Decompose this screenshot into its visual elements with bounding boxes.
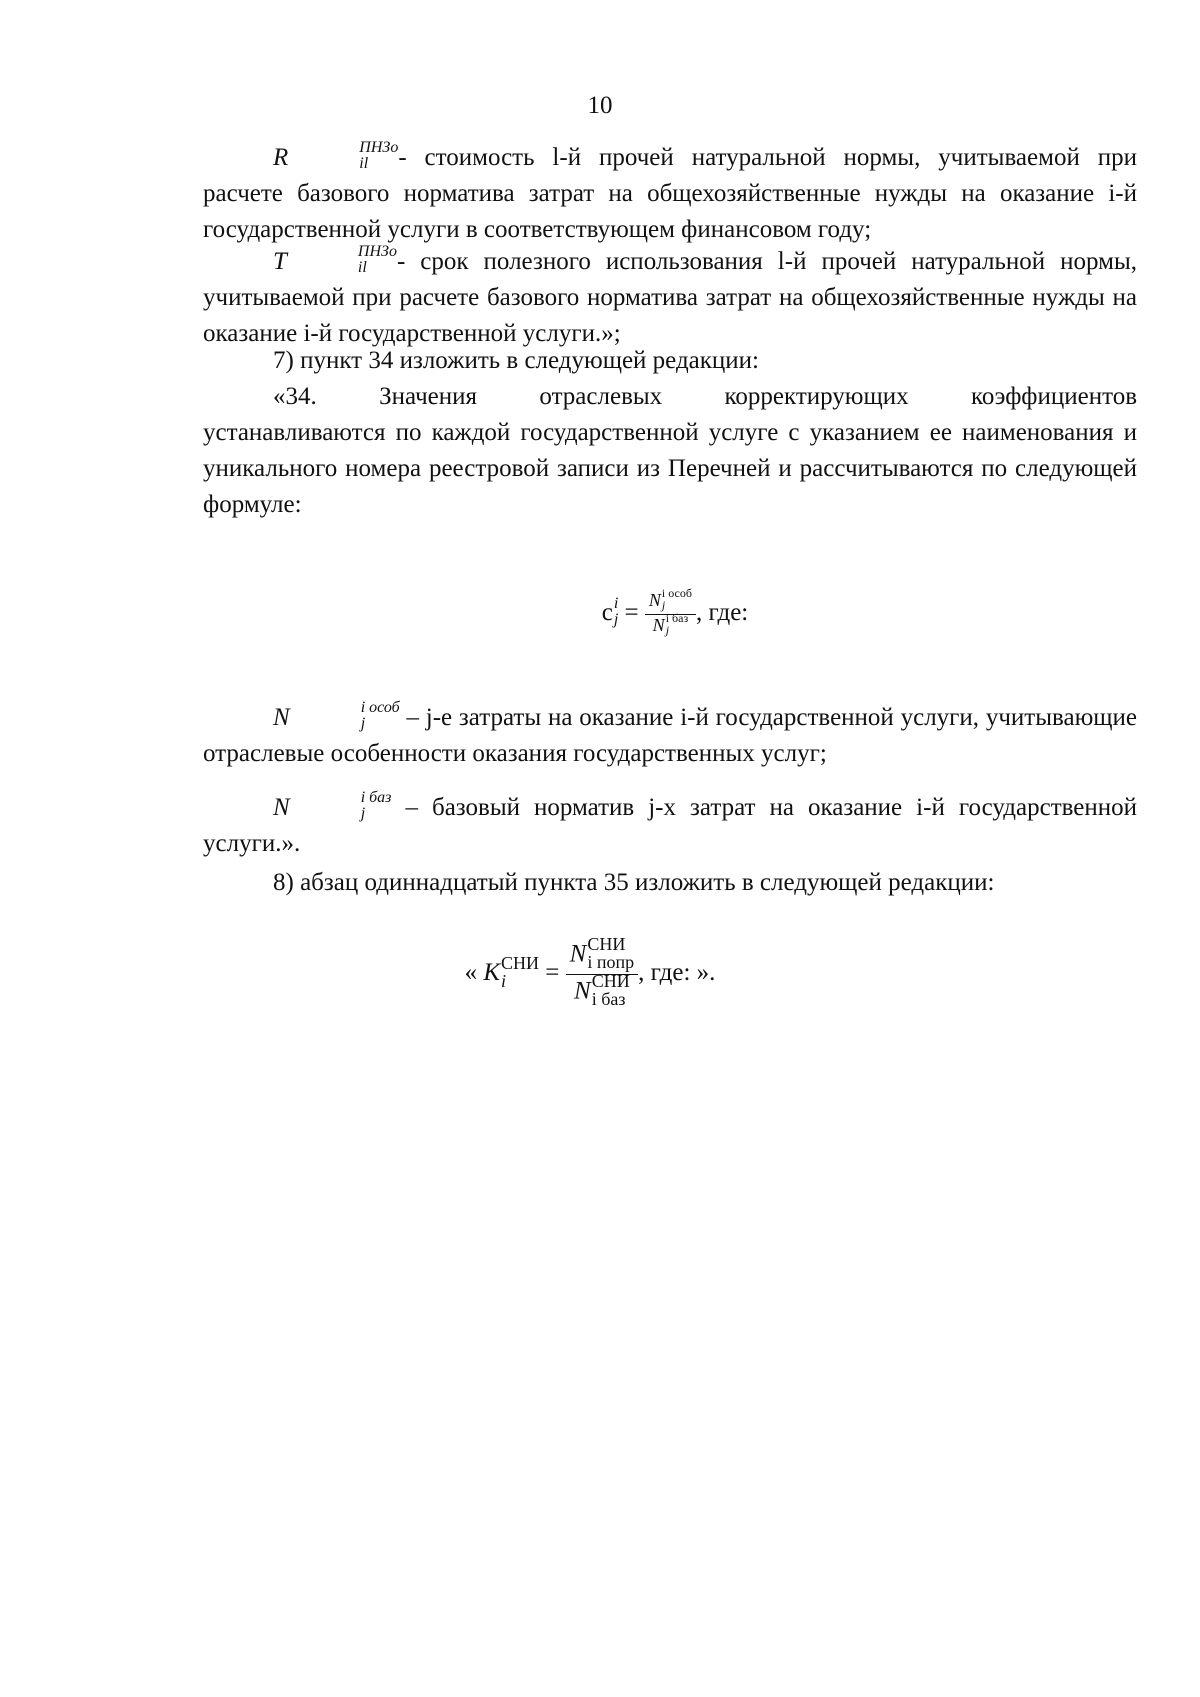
paragraph-r-definition — [203, 140, 1137, 248]
paragraph-n-osob-definition — [203, 700, 1137, 772]
formula-coefficient: c i j = N i особ j N i баз j , где: — [601, 586, 749, 637]
paragraph-n-baz-definition — [203, 790, 1137, 862]
paragraph-text: - срок полезного использования l-й прочей натуральной нормы, учитываемой при расчете базового норматива затрат на общехозяйственные нужды на оказание i-й государственной услуги.»; — [203, 248, 1137, 347]
symbol-r: R ПНЗо il — [273, 139, 399, 173]
formula-lhs: c i j — [601, 594, 619, 628]
formula2-lhs: K СНИ i — [483, 952, 540, 991]
paragraph-item-34: «34. Значения отраслевых корректирующих коэффициентов устанавливаются по каждой государственной услуге с указанием ее наименования и уникального номера реестровой записи из Перечней и рассчитываются по следующей формуле: — [203, 383, 1137, 518]
paragraph-t-definition — [203, 244, 1137, 352]
page-number: 10 — [587, 92, 613, 119]
paragraph-item-7: 7) пункт 34 изложить в следующей редакции: — [273, 347, 759, 374]
paragraph-text: - стоимость l-й прочей натуральной нормы, учитываемой при расчете базового норматива затрат на общехозяйственные нужды на оказание i-й государственной услуги в соответствующем финансовом году; — [203, 144, 1137, 243]
symbol-n-osob: N i особ j — [273, 699, 400, 733]
symbol-n-baz: N i баз j — [273, 789, 392, 823]
paragraph-text: – j-е затраты на оказание i-й государственной услуги, учитывающие отраслевые особенности оказания государственных услуг; — [203, 704, 1138, 767]
formula2-fraction: N СНИ i попр N СНИ i баз — [566, 938, 638, 1011]
formula-k-sni: « K СНИ i = N СНИ i попр N СНИ i баз , где: ». — [464, 934, 716, 1009]
paragraph-text: – базовый норматив j-х затрат на оказание i-й государственной услуги.». — [203, 794, 1138, 857]
symbol-t: T ПНЗо il — [273, 243, 397, 277]
formula-fraction: N i особ j N i баз j — [645, 590, 696, 639]
paragraph-item-8: 8) абзац одиннадцатый пункта 35 изложить в следующей редакции: — [273, 869, 995, 896]
